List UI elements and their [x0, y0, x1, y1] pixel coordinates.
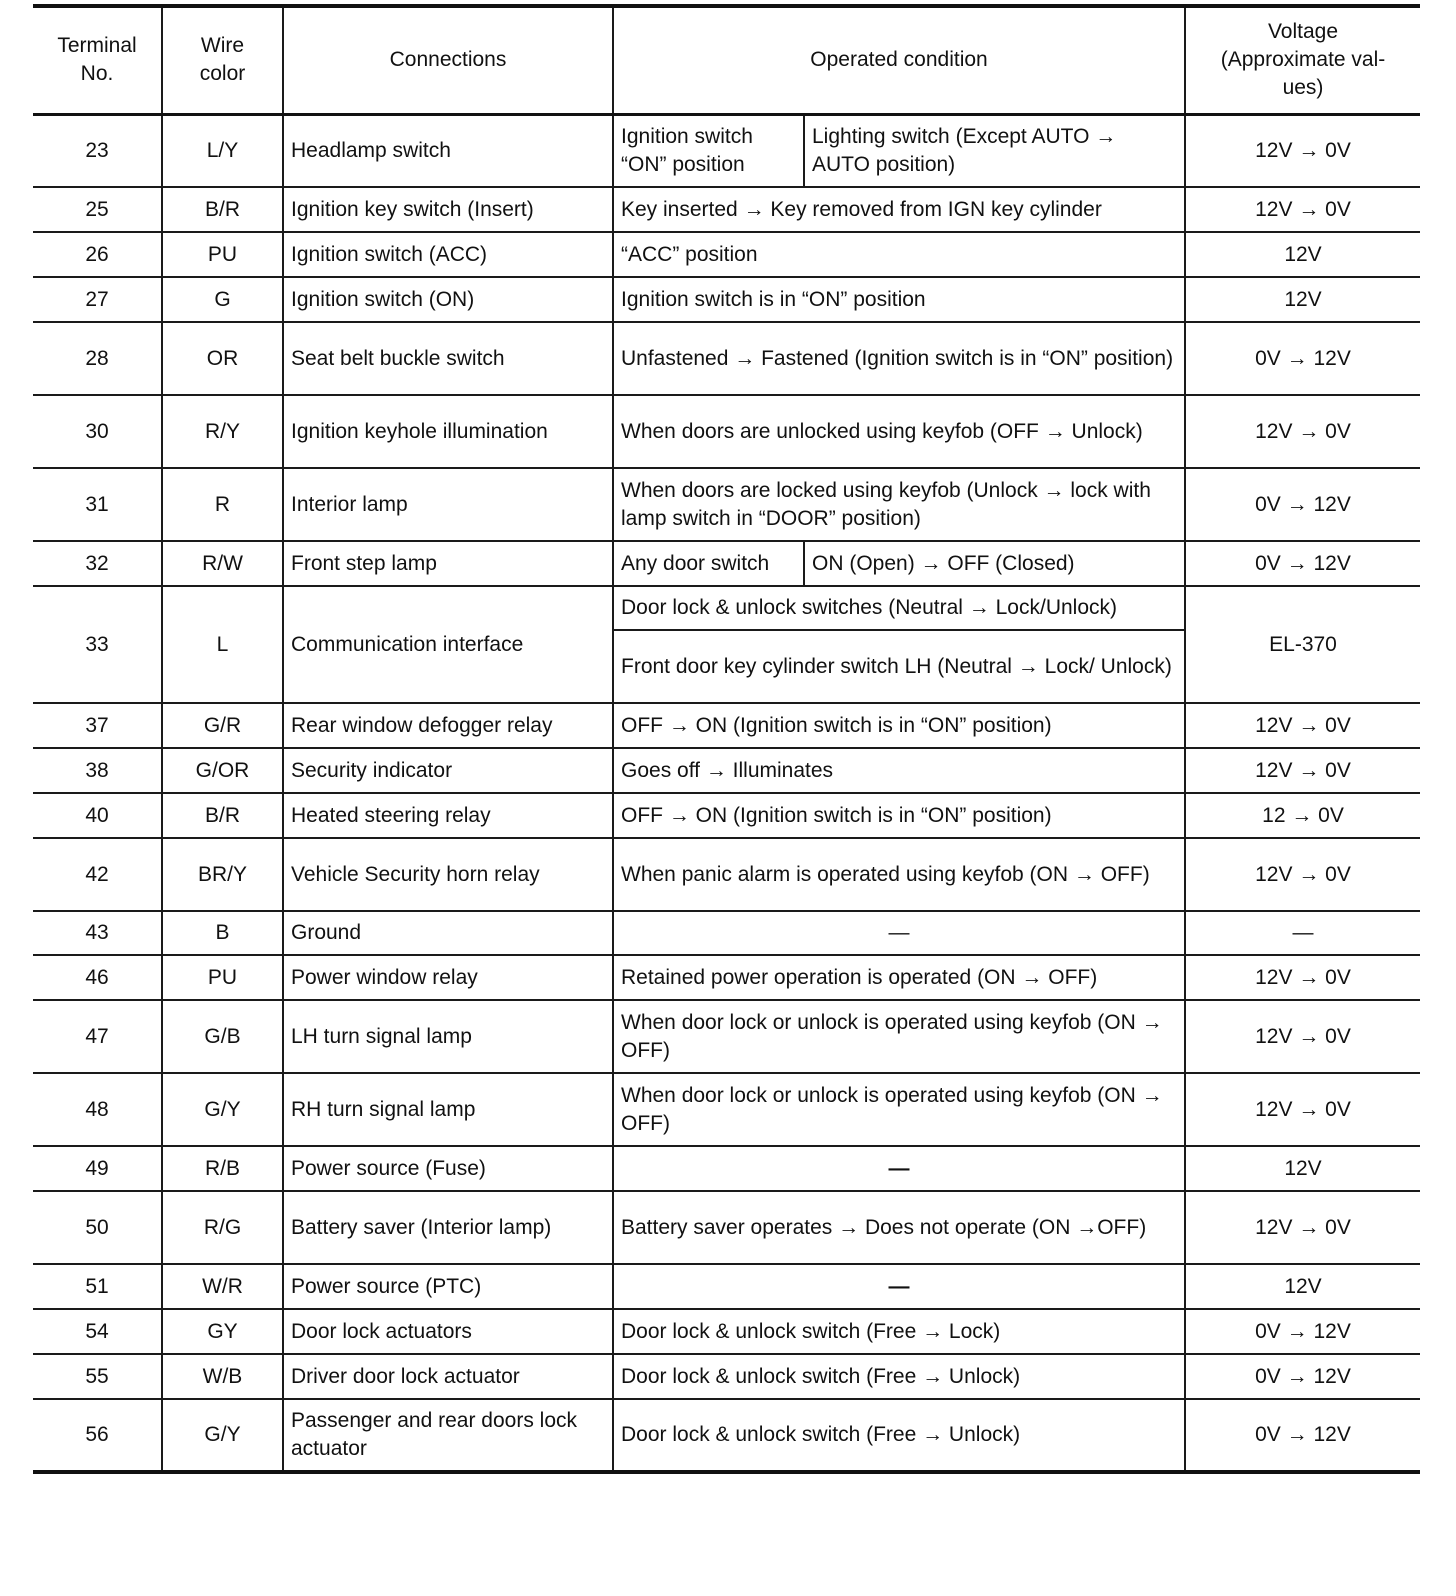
- terminal-cell: 33: [33, 586, 162, 703]
- connection-cell: Seat belt buckle switch: [283, 322, 613, 395]
- condition-cell: —: [613, 1264, 1185, 1309]
- wire-cell: W/B: [162, 1354, 283, 1399]
- terminal-cell: 48: [33, 1073, 162, 1146]
- table-row: [33, 395, 1420, 468]
- connection-cell: Headlamp switch: [283, 114, 613, 187]
- table-row: [33, 748, 1420, 793]
- wire-cell: G/R: [162, 703, 283, 748]
- condition-cell: Door lock & unlock switches (Neutral → Lock/Unlock): [613, 586, 1185, 630]
- voltage-cell: 0V → 12V: [1185, 541, 1420, 586]
- terminal-cell: 51: [33, 1264, 162, 1309]
- voltage-cell: 0V → 12V: [1185, 1354, 1420, 1399]
- header-row: [33, 6, 1420, 114]
- terminal-cell: 30: [33, 395, 162, 468]
- voltage-cell: 0V → 12V: [1185, 322, 1420, 395]
- voltage-cell: 12V → 0V: [1185, 955, 1420, 1000]
- wire-cell: R/B: [162, 1146, 283, 1191]
- connection-cell: LH turn signal lamp: [283, 1000, 613, 1073]
- table-row: [33, 586, 1420, 630]
- terminal-spec-table: [33, 4, 1420, 1474]
- condition-cell: Door lock & unlock switch (Free → Lock): [613, 1309, 1185, 1354]
- voltage-cell: 12V → 0V: [1185, 1000, 1420, 1073]
- wire-cell: R: [162, 468, 283, 541]
- terminal-cell: 23: [33, 114, 162, 187]
- terminal-cell: 37: [33, 703, 162, 748]
- connection-cell: Rear window defogger relay: [283, 703, 613, 748]
- wire-cell: PU: [162, 955, 283, 1000]
- wire-cell: GY: [162, 1309, 283, 1354]
- voltage-cell: 0V → 12V: [1185, 1399, 1420, 1472]
- wire-cell: OR: [162, 322, 283, 395]
- connection-cell: Battery saver (Interior lamp): [283, 1191, 613, 1264]
- table-row: [33, 1073, 1420, 1146]
- condition-switch-cell: Any door switch: [613, 541, 804, 586]
- terminal-cell: 38: [33, 748, 162, 793]
- terminal-cell: 47: [33, 1000, 162, 1073]
- terminal-cell: 26: [33, 232, 162, 277]
- wire-cell: BR/Y: [162, 838, 283, 911]
- condition-cell: Retained power operation is operated (ON → OFF): [613, 955, 1185, 1000]
- table-row: [33, 703, 1420, 748]
- wire-cell: R/W: [162, 541, 283, 586]
- connection-cell: Vehicle Security horn relay: [283, 838, 613, 911]
- connection-cell: Power source (Fuse): [283, 1146, 613, 1191]
- terminal-cell: 55: [33, 1354, 162, 1399]
- terminal-cell: 28: [33, 322, 162, 395]
- terminal-cell: 56: [33, 1399, 162, 1472]
- connection-cell: Front step lamp: [283, 541, 613, 586]
- table-row: [33, 1191, 1420, 1264]
- terminal-cell: 40: [33, 793, 162, 838]
- table-row: [33, 838, 1420, 911]
- connection-cell: Interior lamp: [283, 468, 613, 541]
- table-row: [33, 468, 1420, 541]
- terminal-cell: 49: [33, 1146, 162, 1191]
- condition-switch-cell: Ignition switch “ON” position: [613, 114, 804, 187]
- header-wire-color: Wire color: [162, 6, 283, 114]
- wire-cell: G/Y: [162, 1073, 283, 1146]
- voltage-cell: 0V → 12V: [1185, 468, 1420, 541]
- condition-cell: —: [613, 1146, 1185, 1191]
- table-row: [33, 1146, 1420, 1191]
- wire-cell: B/R: [162, 793, 283, 838]
- condition-cell: “ACC” position: [613, 232, 1185, 277]
- condition-cell: Unfastened → Fastened (Ignition switch is in “ON” position): [613, 322, 1185, 395]
- connection-cell: Ignition key switch (Insert): [283, 187, 613, 232]
- condition-cell: When door lock or unlock is operated using keyfob (ON → OFF): [613, 1073, 1185, 1146]
- voltage-cell: EL-370: [1185, 586, 1420, 703]
- condition-detail-cell: ON (Open) → OFF (Closed): [804, 541, 1185, 586]
- terminal-cell: 50: [33, 1191, 162, 1264]
- terminal-cell: 54: [33, 1309, 162, 1354]
- wire-cell: G: [162, 277, 283, 322]
- condition-cell: When doors are locked using keyfob (Unlock → lock with lamp switch in “DOOR” position): [613, 468, 1185, 541]
- condition-cell: When panic alarm is operated using keyfob (ON → OFF): [613, 838, 1185, 911]
- terminal-cell: 43: [33, 911, 162, 955]
- terminal-cell: 42: [33, 838, 162, 911]
- voltage-cell: 12V: [1185, 1146, 1420, 1191]
- connection-cell: Ignition switch (ACC): [283, 232, 613, 277]
- connection-cell: Heated steering relay: [283, 793, 613, 838]
- condition-cell: —: [613, 911, 1185, 955]
- wire-cell: G/OR: [162, 748, 283, 793]
- wire-cell: PU: [162, 232, 283, 277]
- table-row: [33, 322, 1420, 395]
- table-row: [33, 1264, 1420, 1309]
- table-row: [33, 187, 1420, 232]
- voltage-cell: —: [1185, 911, 1420, 955]
- wire-cell: W/R: [162, 1264, 283, 1309]
- terminal-cell: 32: [33, 541, 162, 586]
- condition-cell: When doors are unlocked using keyfob (OFF → Unlock): [613, 395, 1185, 468]
- voltage-cell: 12 → 0V: [1185, 793, 1420, 838]
- wire-cell: B/R: [162, 187, 283, 232]
- voltage-cell: 12V: [1185, 1264, 1420, 1309]
- condition-cell: Battery saver operates → Does not operate (ON →OFF): [613, 1191, 1185, 1264]
- header-terminal: Terminal No.: [33, 6, 162, 114]
- condition-detail-cell: Lighting switch (Except AUTO → AUTO position): [804, 114, 1185, 187]
- terminal-cell: 25: [33, 187, 162, 232]
- table-row: [33, 911, 1420, 955]
- connection-cell: Security indicator: [283, 748, 613, 793]
- wire-cell: G/B: [162, 1000, 283, 1073]
- table-row: [33, 541, 1420, 586]
- connection-cell: Ignition switch (ON): [283, 277, 613, 322]
- table-row: [33, 1000, 1420, 1073]
- condition-cell: Door lock & unlock switch (Free → Unlock): [613, 1399, 1185, 1472]
- voltage-cell: 12V → 0V: [1185, 1191, 1420, 1264]
- table-row: [33, 277, 1420, 322]
- header-connections: Connections: [283, 6, 613, 114]
- table-row: [33, 955, 1420, 1000]
- header-operated-condition: Operated condition: [613, 6, 1185, 114]
- condition-cell: When door lock or unlock is operated using keyfob (ON → OFF): [613, 1000, 1185, 1073]
- table-row: [33, 1354, 1420, 1399]
- voltage-cell: 12V → 0V: [1185, 187, 1420, 232]
- condition-cell: OFF → ON (Ignition switch is in “ON” position): [613, 703, 1185, 748]
- condition-cell: Ignition switch is in “ON” position: [613, 277, 1185, 322]
- terminal-cell: 46: [33, 955, 162, 1000]
- table-row: [33, 1399, 1420, 1472]
- condition-cell: Door lock & unlock switch (Free → Unlock): [613, 1354, 1185, 1399]
- voltage-cell: 12V → 0V: [1185, 703, 1420, 748]
- wire-cell: R/Y: [162, 395, 283, 468]
- connection-cell: Communication interface: [283, 586, 613, 703]
- connection-cell: Power window relay: [283, 955, 613, 1000]
- condition-cell: Front door key cylinder switch LH (Neutral → Lock/ Unlock): [613, 630, 1185, 703]
- table-row: [33, 1309, 1420, 1354]
- voltage-cell: 12V → 0V: [1185, 838, 1420, 911]
- table-row: [33, 793, 1420, 838]
- voltage-cell: 12V: [1185, 232, 1420, 277]
- voltage-cell: 12V → 0V: [1185, 395, 1420, 468]
- connection-cell: Power source (PTC): [283, 1264, 613, 1309]
- wire-cell: R/G: [162, 1191, 283, 1264]
- voltage-cell: 0V → 12V: [1185, 1309, 1420, 1354]
- condition-cell: Key inserted → Key removed from IGN key cylinder: [613, 187, 1185, 232]
- condition-cell: Goes off → Illuminates: [613, 748, 1185, 793]
- voltage-cell: 12V → 0V: [1185, 748, 1420, 793]
- connection-cell: Driver door lock actuator: [283, 1354, 613, 1399]
- header-voltage: Voltage (Approximate val- ues): [1185, 6, 1420, 114]
- connection-cell: Passenger and rear doors lock actuator: [283, 1399, 613, 1472]
- connection-cell: Ignition keyhole illumination: [283, 395, 613, 468]
- wire-cell: L: [162, 586, 283, 703]
- voltage-cell: 12V → 0V: [1185, 114, 1420, 187]
- connection-cell: Ground: [283, 911, 613, 955]
- condition-cell: OFF → ON (Ignition switch is in “ON” position): [613, 793, 1185, 838]
- wire-cell: G/Y: [162, 1399, 283, 1472]
- connection-cell: Door lock actuators: [283, 1309, 613, 1354]
- table-row: [33, 232, 1420, 277]
- table-row: [33, 114, 1420, 187]
- wire-cell: L/Y: [162, 114, 283, 187]
- terminal-cell: 31: [33, 468, 162, 541]
- voltage-cell: 12V: [1185, 277, 1420, 322]
- connection-cell: RH turn signal lamp: [283, 1073, 613, 1146]
- terminal-cell: 27: [33, 277, 162, 322]
- voltage-cell: 12V → 0V: [1185, 1073, 1420, 1146]
- wire-cell: B: [162, 911, 283, 955]
